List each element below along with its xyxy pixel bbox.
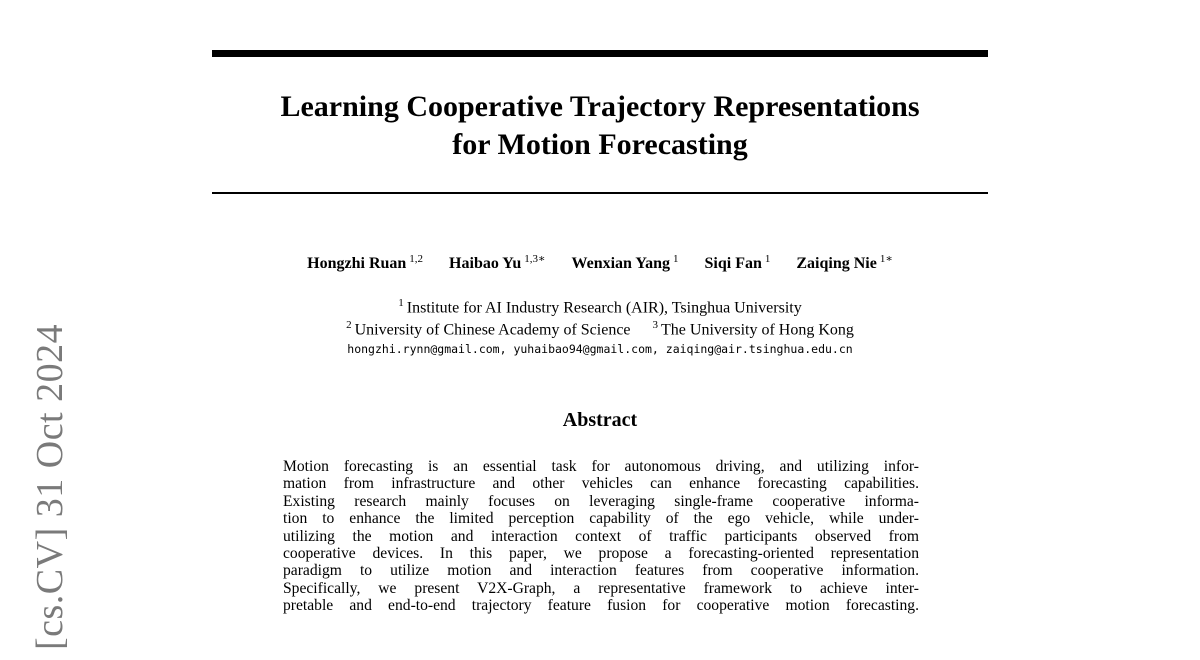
abstract-line: paradigm to utilize motion and interaction features from cooperative information. [283, 562, 919, 580]
abstract-heading: Abstract [562, 409, 638, 431]
abstract-line: cooperative devices. In this paper, we propose a forecasting-oriented representation [283, 544, 919, 562]
abstract-line: pretable and end-to-end trajectory feature fusion for cooperative motion forecasting. [283, 597, 919, 615]
title-top-rule [212, 50, 988, 57]
author-affiliation-marks: 1,2 [409, 253, 424, 265]
title-line-1: Learning Cooperative Trajectory Representations [280, 90, 920, 123]
author-name: Wenxian Yang [571, 255, 671, 273]
abstract-line: Motion forecasting is an essential task for autonomous driving, and utilizing infor- [283, 458, 919, 475]
affiliation-text: The University of Hong Kong [661, 321, 854, 339]
abstract-line: utilizing the motion and interaction context of traffic participants observed from [283, 527, 919, 545]
affiliation-text: University of Chinese Academy of Science [354, 321, 631, 339]
affiliation-line-2 [212, 315, 988, 340]
author [307, 255, 423, 272]
author-name: Hongzhi Ruan [307, 255, 407, 273]
author-list [212, 248, 988, 275]
author [571, 255, 678, 272]
author-affiliation-marks: 1 [673, 253, 679, 265]
affiliation-mark: 1 [398, 297, 404, 309]
abstract-body [283, 458, 919, 615]
author [705, 255, 771, 272]
author-affiliation-marks: 1∗ [879, 253, 893, 265]
abstract-line: tion to enhance the limited perception capability of the ego vehicle, while under- [283, 510, 919, 528]
title-bottom-rule [212, 192, 988, 194]
author-affiliation-marks: 1,3∗ [524, 253, 546, 265]
affiliation-mark: 3 [652, 319, 659, 331]
title-line-2: for Motion Forecasting [452, 128, 748, 161]
abstract-line: Existing research mainly focuses on leveraging single-frame cooperative informa- [283, 492, 919, 510]
abstract-line: mation from infrastructure and other vehicles can enhance forecasting capabilities. [283, 475, 919, 493]
author-emails: hongzhi.rynn@gmail.com, yuhaibao94@gmail.com, zaiqing@air.tsinghua.edu.cn [347, 342, 853, 356]
affiliation-mark: 2 [346, 319, 352, 331]
author [796, 255, 892, 272]
author-affiliation-marks: 1 [764, 253, 771, 265]
author [449, 255, 545, 272]
arxiv-side-stamp [22, 300, 82, 660]
author-name: Siqi Fan [704, 255, 762, 273]
author-name: Zaiqing Nie [796, 255, 877, 273]
abstract-line: Specifically, we present V2X-Graph, a representative framework to achieve inter- [283, 579, 919, 597]
paper-title [212, 88, 988, 164]
affiliation-text: Institute for AI Industry Research (AIR), Tsinghua University [406, 299, 802, 317]
arxiv-stamp-text: [cs.CV] 31 Oct 2024 [29, 323, 71, 650]
author-name: Haibao Yu [449, 255, 522, 273]
